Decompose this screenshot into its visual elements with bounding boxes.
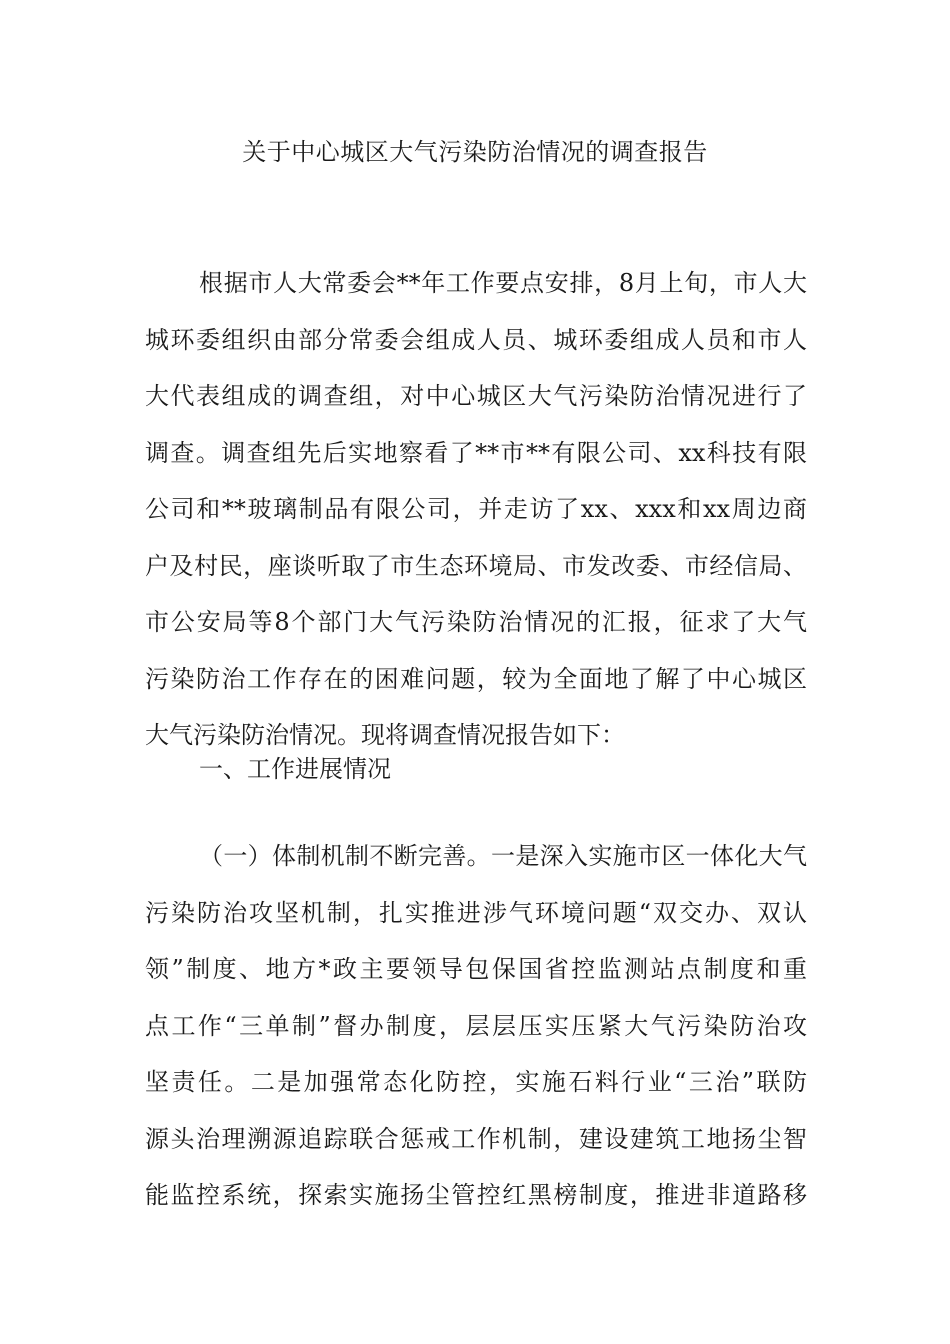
paragraph-line: 源头治理溯源追踪联合惩戒工作机制，建设建筑工地扬尘智 (145, 1124, 807, 1153)
paragraph-line: 坚责任。二是加强常态化防控，实施石料行业“三治”联防 (145, 1068, 807, 1096)
paragraph-line: 调查。调查组先后实地察看了**市**有限公司、xx科技有限 (145, 438, 807, 467)
paragraph-line: 能监控系统，探索实施扬尘管控红黑榜制度，推进非道路移 (145, 1181, 807, 1209)
section-heading: 一、工作进展情况 (199, 755, 391, 783)
section-paragraph (145, 828, 807, 1224)
paragraph-line: 大气污染防治情况。现将调查情况报告如下： (145, 721, 625, 749)
paragraph-line: 市公安局等8个部门大气污染防治情况的汇报，征求了大气 (145, 608, 807, 636)
paragraph-line: 领”制度、地方*政主要领导包保国省控监测站点制度和重 (145, 955, 807, 983)
paragraph-line: 污染防治工作存在的困难问题，较为全面地了解了中心城区 (145, 664, 807, 693)
paragraph-line: 根据市人大常委会**年工作要点安排，8月上旬，市人大 (199, 269, 807, 297)
paragraph-line: 城环委组织由部分常委会组成人员、城环委组成人员和市人 (145, 325, 807, 354)
paragraph-line: 公司和**玻璃制品有限公司，并走访了xx、xxx和xx周边商 (145, 495, 807, 523)
paragraph-line: （一）体制机制不断完善。一是深入实施市区一体化大气 (199, 842, 807, 870)
paragraph-line: 户及村民，座谈听取了市生态环境局、市发改委、市经信局、 (145, 551, 807, 580)
paragraph-line: 污染防治攻坚机制，扎实推进涉气环境问题“双交办、双认 (145, 898, 807, 927)
intro-paragraph (145, 255, 807, 764)
document-title: 关于中心城区大气污染防治情况的调查报告 (242, 138, 708, 166)
paragraph-line: 大代表组成的调查组，对中心城区大气污染防治情况进行了 (145, 382, 807, 410)
paragraph-line: 点工作“三单制”督办制度，层层压实压紧大气污染防治攻 (145, 1011, 807, 1040)
